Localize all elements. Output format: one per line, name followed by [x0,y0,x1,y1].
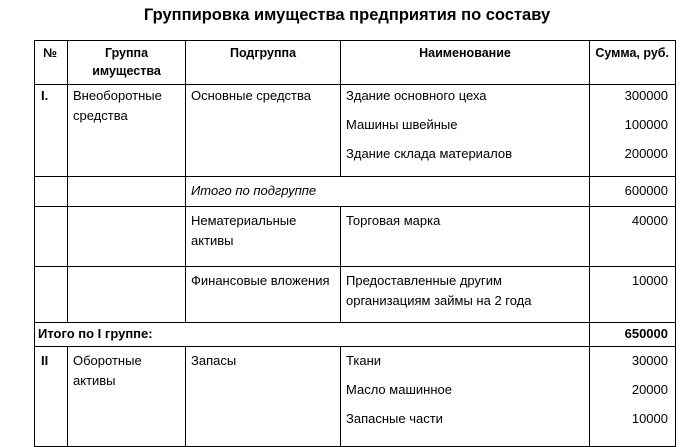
sum-cell [590,85,676,177]
sum-cell: 10000 [590,267,676,323]
name-cell: Предоставленные другим организациям займы на 2 года [341,267,590,323]
item-name: Ткани [346,353,382,368]
item-sum: 300000 [624,88,668,103]
item-sum: 30000 [631,353,668,368]
name-cell [341,347,590,447]
empty-cell [68,207,186,267]
table-row [35,85,676,177]
subgroup-cell: Финансовые вложения [186,267,341,323]
table-row [35,177,676,207]
name-cell: Торговая марка [341,207,590,267]
group-cell: Внеоборотные средства [68,85,186,177]
header-sum: Сумма, руб. [590,41,676,85]
item-name: Запасные части [346,411,443,426]
sum-cell: 40000 [590,207,676,267]
table-row [35,347,676,447]
header-row [35,41,676,85]
item-name: Здание основного цеха [346,88,487,103]
group-cell: Оборотные активы [68,347,186,447]
group-total-sum: 650000 [590,323,676,347]
property-table [34,40,676,447]
table-row [35,207,676,267]
table-row [35,267,676,323]
empty-cell [35,207,68,267]
item-sum: 20000 [631,382,668,397]
empty-cell [68,177,186,207]
header-name: Наименование [341,41,590,85]
empty-cell [68,267,186,323]
table-row [35,323,676,347]
empty-cell [35,177,68,207]
item-name: Здание склада материалов [346,146,513,161]
sum-cell [590,347,676,447]
subgroup-cell: Нематериальные активы [186,207,341,267]
header-group: Группа имущества [68,41,186,85]
group-total-label: Итого по I группе: [35,323,590,347]
header-num: № [35,41,68,85]
page-title: Группировка имущества предприятия по составу [143,6,551,24]
subtotal-label: Итого по подгруппе [186,177,590,207]
item-sum: 200000 [624,146,668,161]
section-num: I. [35,85,68,177]
subgroup-cell: Основные средства [186,85,341,177]
item-name: Машины швейные [346,117,458,132]
name-cell [341,85,590,177]
empty-cell [35,267,68,323]
subtotal-sum: 600000 [590,177,676,207]
item-sum: 10000 [631,411,668,426]
subgroup-cell: Запасы [186,347,341,447]
item-sum: 100000 [624,117,668,132]
item-name: Масло машинное [346,382,452,397]
section-num: II [35,347,68,447]
header-subgroup: Подгруппа [186,41,341,85]
